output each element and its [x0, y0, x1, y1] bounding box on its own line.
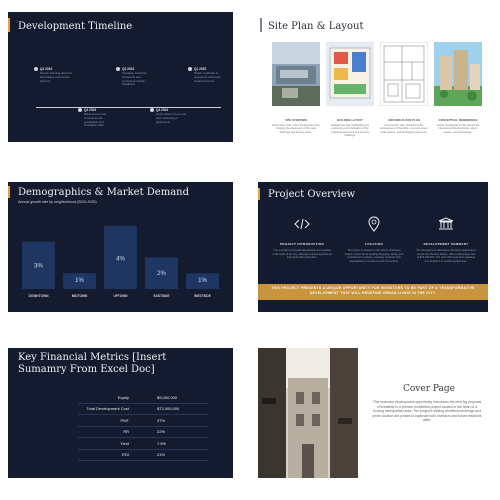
bar-value-label: 2% — [157, 270, 166, 277]
plan-caption: GROUND-FLOOR PLAN — [388, 118, 420, 122]
cover-description: This exclusive development opportunity introduces the next big proposal of liveability in a premier residential project located in the heart of a thriving metropolitan area. The project's striking architectural design and prime location are poised to captivate both investors and future residents alike. — [372, 400, 482, 423]
plan-description: Ground floor plan showcasing the arrangement of the lobby, common areas, retail spaces, and landscaping elements. — [380, 124, 428, 134]
conceptual-rendering-image — [434, 42, 482, 106]
table-row — [78, 449, 208, 461]
bar-value-label: 1% — [198, 277, 207, 284]
metric-label: RR — [78, 426, 143, 438]
overview-description: The project is situated in the vibrant downtown district, known for its bustling shopping, dining, and entertainment options, providing residents with unparalleled convenience and connectivity. — [344, 249, 404, 263]
timeline-year: Q2 2024 — [84, 108, 97, 112]
overview-heading: PROJECT INTRODUCTION — [279, 242, 324, 246]
overview-column — [344, 214, 404, 263]
slide-site-plan[interactable] — [258, 12, 488, 146]
plan-caption: SITE OVERVIEW — [284, 118, 308, 122]
bar-value-label: 1% — [75, 277, 84, 284]
x-tick-label: UPTOWN — [113, 294, 128, 298]
cover-title: Cover Page — [403, 384, 455, 394]
slide-title: Site Plan & Layout — [268, 21, 364, 32]
chart-subtitle: Annual growth rate by neighborhood (2020-2025) — [18, 200, 97, 204]
overview-heading: DEVELOPMENT SUMMARY — [423, 242, 469, 246]
metric-label: Yield — [78, 438, 143, 450]
x-tick-label: DOWNTOWN — [28, 294, 49, 298]
x-tick-label: WESTSIDE — [194, 294, 211, 298]
table-row — [78, 392, 208, 403]
bar-value-label: 4% — [116, 256, 125, 263]
timeline-dot — [116, 67, 120, 71]
table-row — [78, 403, 208, 415]
table-row — [78, 415, 208, 427]
table-row — [78, 426, 208, 438]
plan-description: Aerial view of the entire development site, showing the placement of the main buildings and access points. — [272, 124, 321, 134]
timeline-dot — [188, 67, 192, 71]
overview-description: This is a high-end residential development located in the heart of the city, offering luxurious apartments and world-class amenities. — [272, 249, 332, 259]
metric-label: Equity — [78, 392, 143, 403]
metric-value: $9,000,000 — [143, 392, 208, 403]
metric-value: $72,000,000 — [143, 403, 208, 415]
overview-column — [416, 214, 476, 263]
slide-financial-metrics[interactable] — [8, 348, 233, 478]
timeline-desc: Break ground and commence site preparation and foundation work — [84, 112, 107, 128]
timeline-line — [36, 107, 221, 108]
title-accent-bar — [8, 18, 10, 32]
site-overview-image — [272, 42, 320, 106]
growth-bar-chart — [8, 182, 233, 312]
slide-project-overview[interactable] — [258, 182, 488, 312]
slide-demographics[interactable] — [8, 182, 233, 312]
timeline-desc: Finish interior fit-out and start marketing of apartments — [156, 112, 187, 124]
timeline-item — [150, 108, 188, 124]
slide-title-line1: Key Financial Metrics [Insert — [18, 352, 167, 363]
timeline-desc: Complete structural framework and commence façade installation — [122, 71, 147, 87]
metric-label: ROI — [78, 449, 143, 461]
timeline-item — [78, 108, 116, 128]
overview-heading: LOCATION — [365, 242, 383, 246]
slide-title: Development Timeline — [18, 21, 133, 32]
timeline-year: Q1 2025 — [194, 67, 207, 71]
overview-description: The development will feature 180 luxury apartments across two 15-story towers, with a total project cost of $72,000,000. The units will range from spacious one-bedroom to opulent penthouses. — [416, 249, 476, 263]
metric-value: 21% — [143, 449, 208, 461]
location-pin-icon — [344, 214, 404, 234]
slide-title: Project Overview — [268, 189, 356, 200]
slide-cover-page[interactable] — [258, 348, 488, 478]
timeline-item — [188, 67, 226, 83]
table-row — [78, 438, 208, 450]
x-tick-label: EASTSIDE — [153, 294, 170, 298]
callout-banner: THIS PROJECT PRESENTS A UNIQUE OPPORTUNITY FOR INVESTORS TO BE PART OF A TRANSFORMATIVE DEVELOPMENT THAT WILL REDEFINE URBAN LIVING IN THE CITY. — [258, 284, 488, 300]
bar-value-label: 3% — [34, 263, 43, 270]
plan-description: Detailed site plan highlighting the positioning and orientation of the individual apartment and amenity buildings. — [330, 124, 370, 138]
building-layout-image — [326, 42, 374, 106]
metric-label: Total Development Cost — [78, 403, 143, 415]
landmark-icon — [416, 214, 476, 234]
slide-development-timeline[interactable] — [8, 12, 233, 142]
plan-caption: CONCEPTUAL RENDERINGS — [438, 118, 478, 122]
street-photo — [258, 348, 358, 478]
metric-value: 22% — [143, 426, 208, 438]
timeline-year: Q4 2024 — [156, 108, 169, 112]
timeline-item — [34, 67, 72, 83]
timeline-desc: Obtain certificate of occupancy and begin tenant move-ins — [194, 71, 221, 83]
title-accent-bar — [260, 18, 262, 32]
title-accent-bar — [258, 188, 260, 200]
code-icon — [272, 214, 332, 234]
plan-description: Artistic visualizations that capture the intended architectural style, green spaces, and streetscape. — [436, 124, 480, 134]
x-tick-label: MIDTOWN — [71, 294, 88, 298]
overview-column — [272, 214, 332, 260]
timeline-dot — [78, 108, 82, 112]
metric-value: 37% — [143, 415, 208, 427]
timeline-desc: Secure planning approval and finalise commercial partners — [40, 71, 72, 83]
slide-title: Demographics & Market Demand — [18, 187, 189, 198]
slide-title-line2: Sumamry From Excel Doc] — [18, 364, 155, 375]
timeline-dot — [34, 67, 38, 71]
plan-caption: BUILDING LAYOUT — [337, 118, 363, 122]
metric-value: 7.5% — [143, 438, 208, 450]
timeline-year: Q1 2024 — [40, 67, 53, 71]
timeline-item — [116, 67, 154, 87]
metric-label: PMT — [78, 415, 143, 427]
timeline-dot — [150, 108, 154, 112]
ground-floor-plan-image — [380, 42, 428, 106]
timeline-year: Q3 2024 — [122, 67, 135, 71]
financial-metrics-table — [78, 392, 208, 461]
